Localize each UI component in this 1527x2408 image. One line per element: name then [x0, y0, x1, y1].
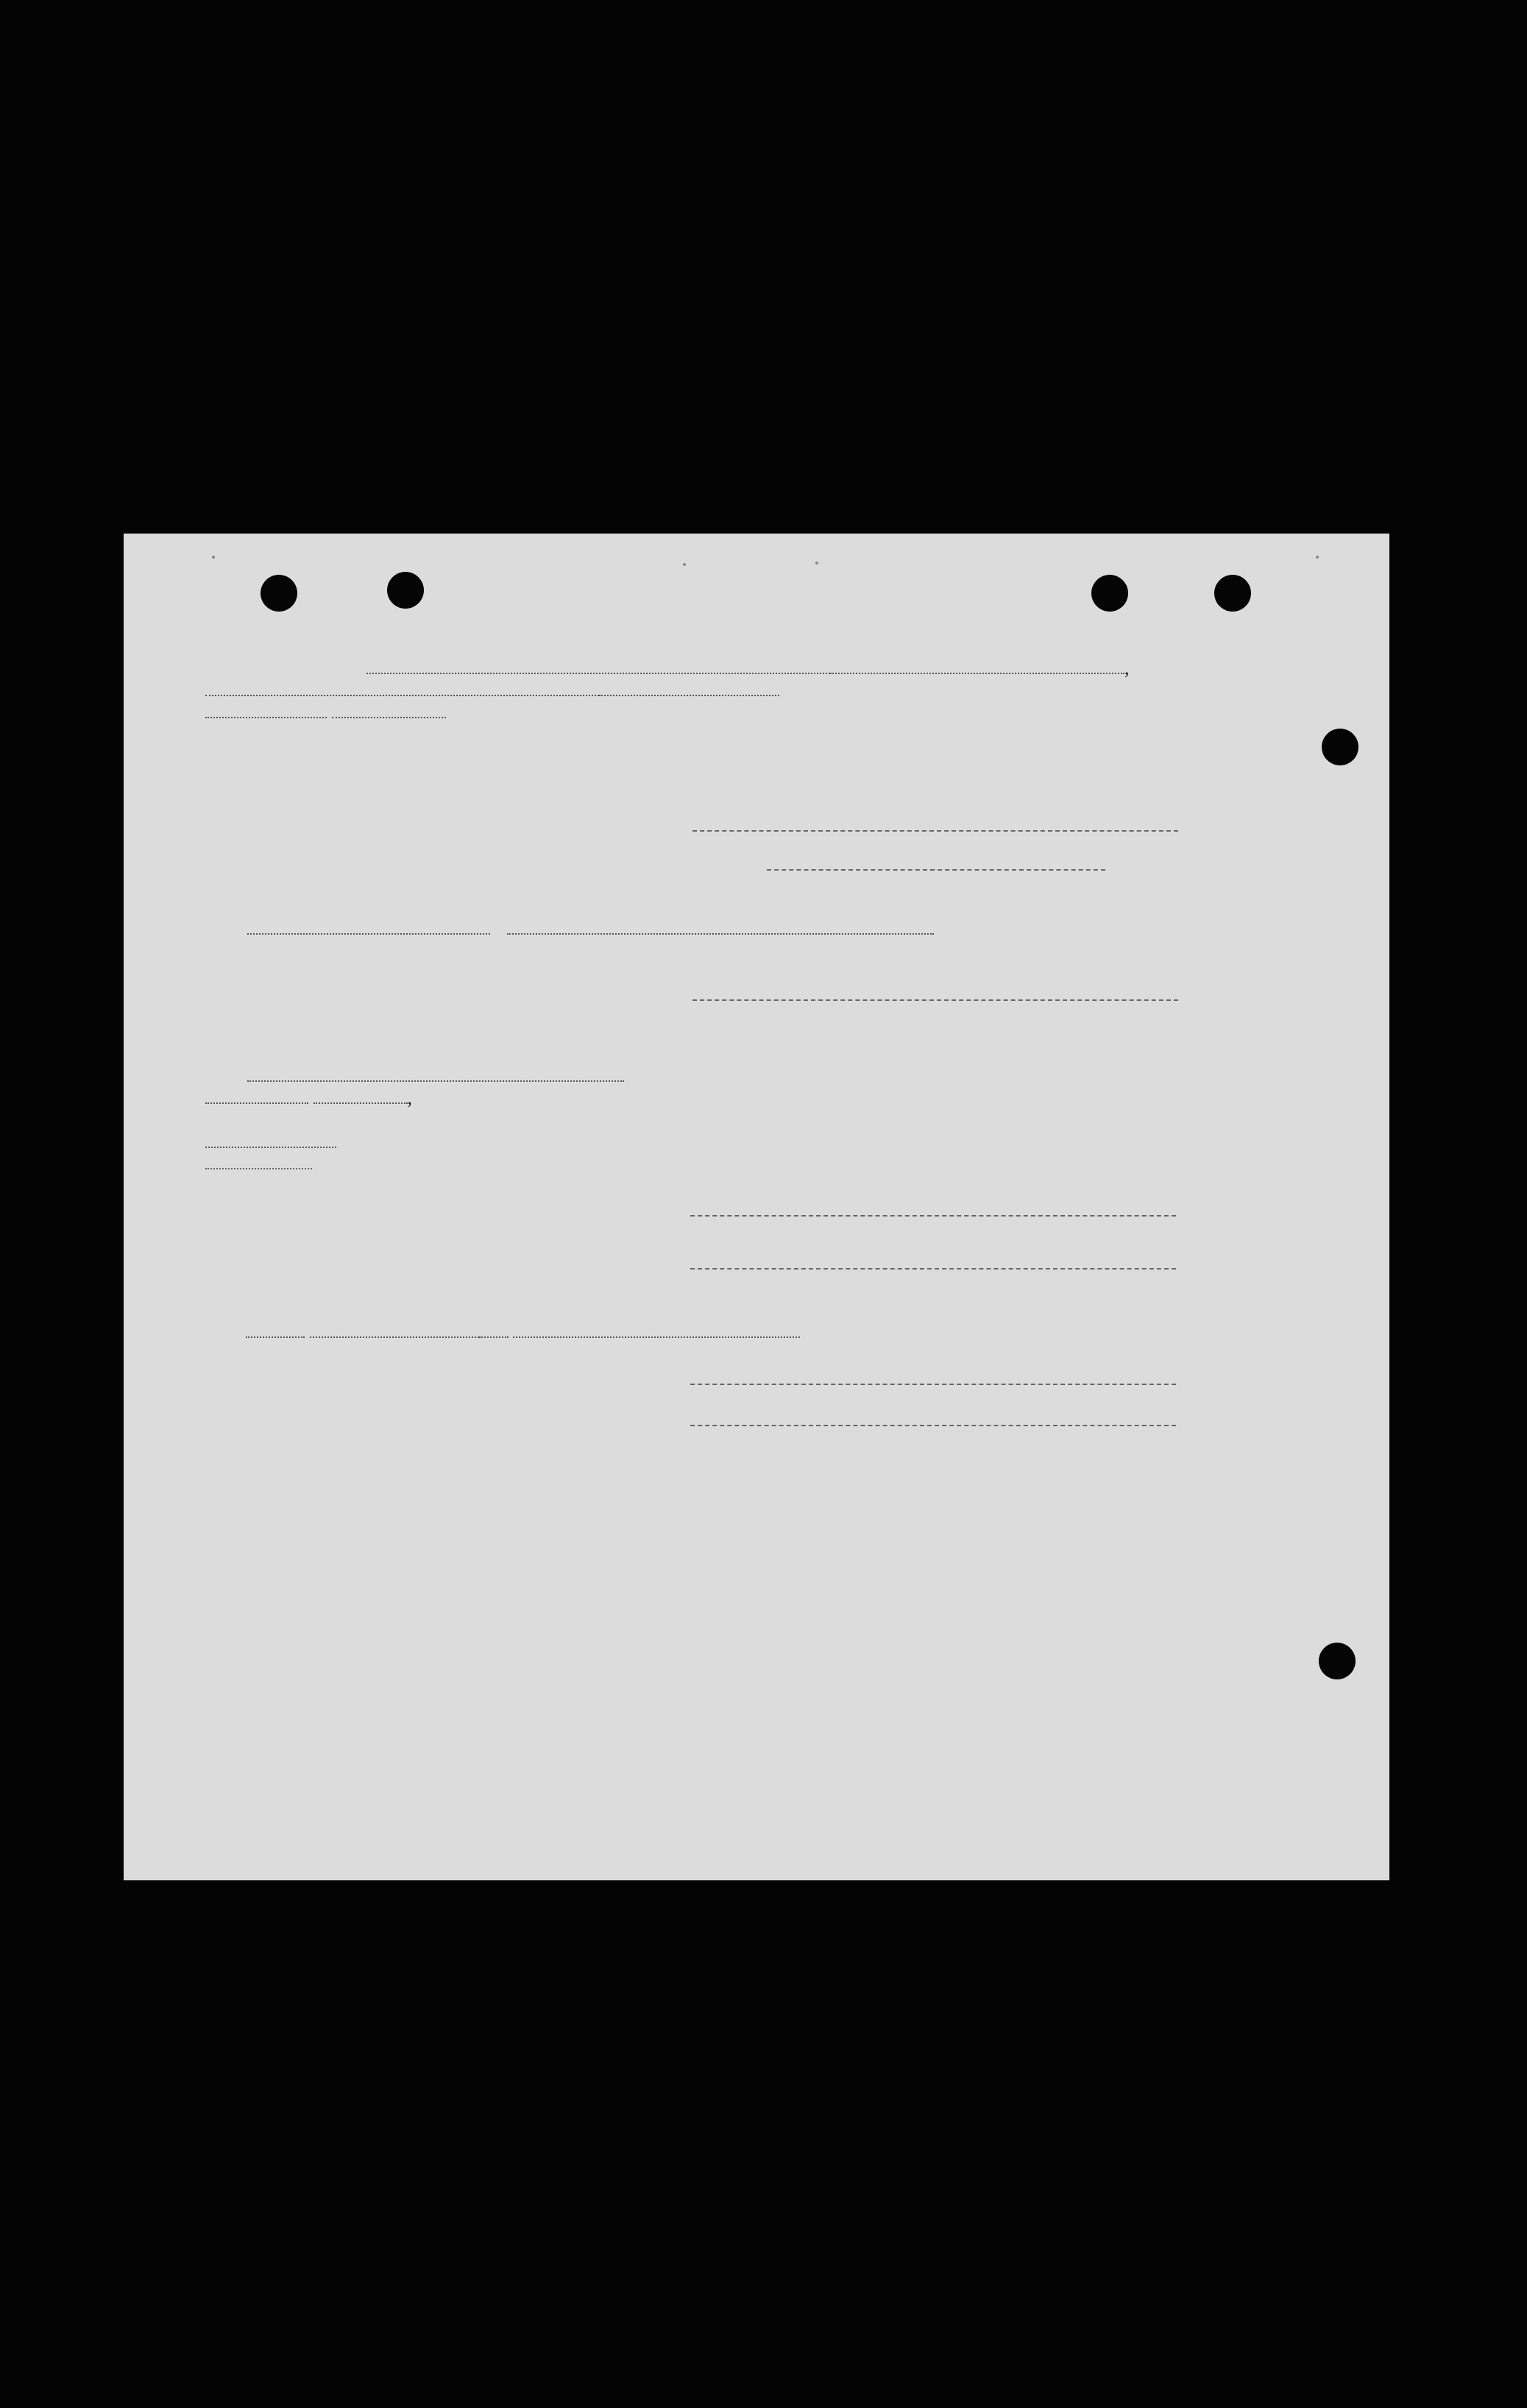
- punch-hole: [261, 575, 297, 612]
- signature-line: [690, 1425, 1176, 1426]
- signature-line: [690, 1384, 1176, 1385]
- name-blank: [366, 673, 830, 674]
- punch-hole: [1319, 1643, 1356, 1679]
- form-sheet: [124, 534, 1389, 1880]
- surgeon-ship-blank: [247, 1080, 624, 1082]
- affidavit-line-2: [205, 679, 779, 701]
- signature-line: [692, 830, 1178, 832]
- surgeons-line-1: [247, 1065, 624, 1087]
- surgeons-line-4: [205, 1131, 336, 1153]
- ship-blank: [830, 673, 1124, 674]
- nos-from-blank: [205, 717, 327, 718]
- from-blank: [205, 695, 599, 696]
- affidavit-line-3: [205, 701, 446, 723]
- truly-blank: [599, 695, 779, 696]
- speck: [212, 556, 215, 559]
- nos-to-blank: [332, 717, 446, 718]
- punch-hole: [1214, 575, 1251, 612]
- punch-hole: [387, 572, 424, 609]
- affidavit-line-1: ,: [243, 657, 1303, 679]
- sheets-from-blank: [205, 1102, 308, 1104]
- speck: [815, 562, 818, 564]
- inspector-signature-line: [692, 999, 1178, 1001]
- punch-hole: [1322, 729, 1358, 765]
- speck: [683, 563, 686, 566]
- place-blank: [507, 933, 934, 935]
- year-blank: [479, 1336, 509, 1338]
- month-blank: [310, 1336, 479, 1338]
- sheets-to-blank: [313, 1102, 408, 1104]
- except-sheets-blank: [205, 1147, 336, 1148]
- army-surgeon-signature-line: [690, 1215, 1176, 1217]
- date-blank: [247, 933, 490, 935]
- surgeons-line-2: ,: [205, 1087, 412, 1109]
- sworn-line-2: [246, 1321, 800, 1343]
- sworn-place-blank: [513, 1336, 800, 1338]
- speck: [1316, 556, 1319, 559]
- sworn-line-1: [247, 918, 934, 940]
- officer-signature-line: [767, 869, 1105, 871]
- ship-surgeon-signature-line: [690, 1268, 1176, 1269]
- day-blank: [246, 1336, 305, 1338]
- punch-hole: [1091, 575, 1128, 612]
- lines-blank: [205, 1168, 312, 1169]
